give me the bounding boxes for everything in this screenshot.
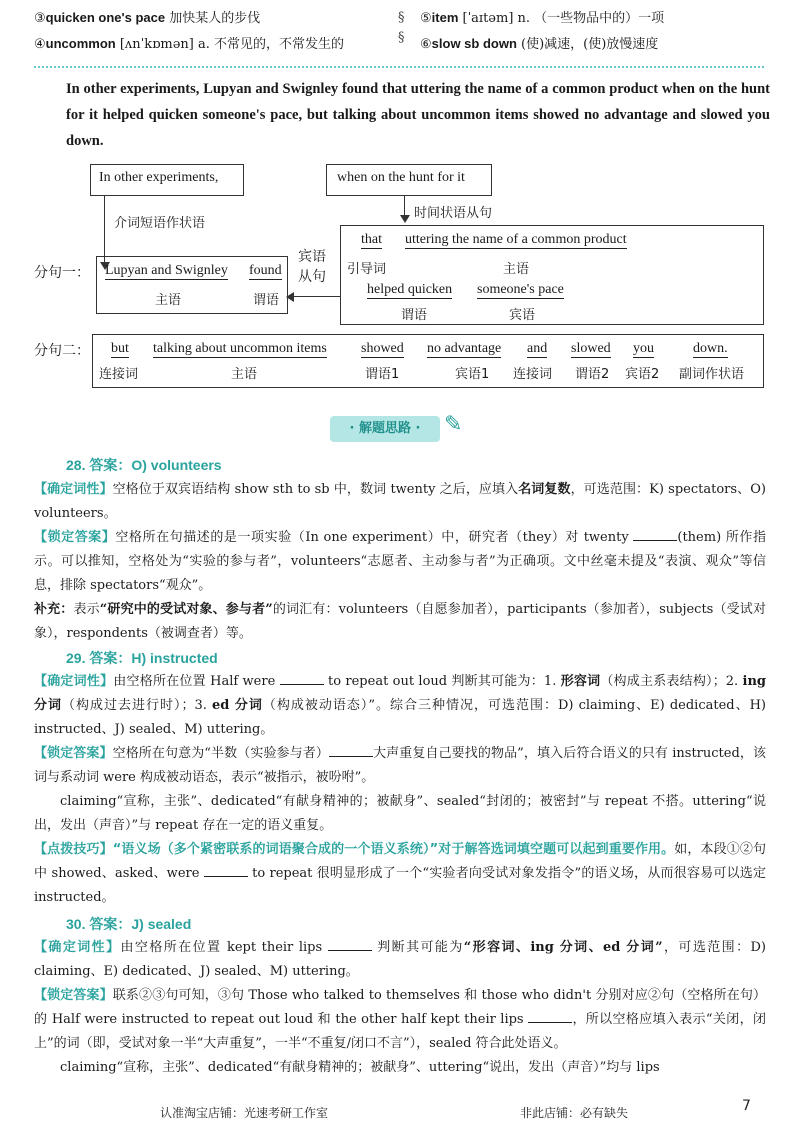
word-that: that: [361, 232, 382, 247]
label-prep-phrase: 介词短语作状语: [114, 216, 206, 231]
role-subject: 主语: [155, 293, 182, 308]
subject-text: Lupyan and Swignley: [105, 263, 228, 278]
box-object-clause: [340, 225, 764, 325]
role-helped: 谓语: [401, 308, 428, 323]
q29-para-4: 【点拨技巧】“语义场（多个紧密联系的词语聚合成的一个语义系统）”对于解答选词填空题可以起到重要作用。如，本段①②句中 showed、asked、were to repeat 很明显形成了一个“实验者向受试对象发指令”的语义场，从而很容易可以选定 instructed。: [34, 842, 766, 905]
c2-word: showed: [361, 341, 404, 356]
connector-line: [104, 195, 105, 265]
q30-para-3: claiming“宣称，主张”、dedicated“有献身精神的；被献身”、uttering“说出，发出（声音）”均与 lips: [60, 1060, 660, 1075]
word-uttering: uttering the name of a common product: [405, 232, 627, 247]
label-object-clause-2: 从句: [298, 269, 326, 285]
box-when-clause: when on the hunt for it: [326, 164, 492, 196]
arrow-left: [286, 292, 294, 302]
c2-word: down.: [693, 341, 728, 356]
pen-icon: ✎: [444, 412, 463, 437]
label-time-clause: 时间状语从句: [414, 206, 493, 221]
c2-role: 主语: [231, 367, 258, 382]
c2-role: 宾语1: [455, 367, 490, 382]
c2-word: you: [633, 341, 654, 356]
q28-para-1: 【确定词性】空格位于双宾语结构 show sth to sb 中，数词 twenty 之后，应填入名词复数，可选范围：K) spectators、O) volunteers。: [34, 482, 766, 521]
q29-para-1: 【确定词性】由空格所在位置 Half were to repeat out loud 判断其可能为：1. 形容词（构成主系表结构）；2. ing 分词（构成过去进行时）；3. ed 分词（构成被动语态）”。综合三种情况，可选范围：D) claiming、E) dedicated、H) instructed、J) sealed、M) uttering。: [34, 674, 766, 737]
box-in-other-experiments: In other experiments,: [90, 164, 244, 196]
q29-para-3: claiming“宣称，主张”、dedicated“有献身精神的；被献身”、sealed“封闭的；被密封”与 repeat 不搭。uttering“说出，发出（声音）”与 repeat 存在一定的语义重复。: [34, 794, 766, 833]
connector-line: [290, 296, 340, 297]
clause2-label: 分句二：: [34, 343, 90, 359]
c2-role: 副词作状语: [679, 367, 745, 382]
role-someone: 宾语: [509, 308, 536, 323]
footer-right: 非此店铺：必有缺失: [520, 1106, 629, 1120]
clause1-label: 分句一：: [34, 265, 90, 281]
c2-role: 连接词: [513, 367, 553, 382]
main-sentence: In other experiments, Lupyan and Swignley found that uttering the name of a common product when on the hunt for it helped quicken someone's pace, but talking about uncommon items showed no advantage and slowed you down.: [66, 81, 770, 149]
box-main-clause: [96, 256, 288, 314]
q29-para-2: 【锁定答案】空格所在句意为“半数（实验参与者） 大声重复自己要找的物品”，填入后符合语义的只有 instructed，该词与系动词 were 构成被动语态，表示“被指示，被吩咐”。: [34, 746, 766, 785]
q28-heading: 28. 答案：O) volunteers: [66, 457, 222, 473]
vocab-item-5: ⑤item [ˈaɪtəm] n. （一些物品中的）一项: [420, 10, 665, 26]
vocab-item-6: ⑥slow sb down (使)减速，(使)放慢速度: [420, 36, 659, 52]
vocab-item-3: ③quicken one's pace 加快某人的步伐: [34, 10, 261, 26]
box-clause-2: [92, 334, 764, 388]
c2-word: talking about uncommon items: [153, 341, 327, 356]
word-helped: helped quicken: [367, 282, 453, 297]
role-verb: 谓语: [253, 293, 280, 308]
c2-word: but: [111, 341, 129, 356]
c2-role: 谓语1: [365, 367, 400, 382]
footer-left: 认准淘宝店铺：光速考研工作室: [160, 1106, 329, 1120]
q30-para-1: 【确定词性】由空格所在位置 kept their lips 判断其可能为“形容词、ing 分词、ed 分词”，可选范围：D) claiming、E) dedicated、J) sealed、M) uttering。: [34, 940, 766, 979]
word-someone: someone's pace: [477, 282, 564, 297]
vocab-item-4: ④uncommon [ʌnˈkɒmən] a. 不常见的，不常发生的: [34, 36, 345, 52]
role-uttering: 主语: [503, 262, 530, 277]
q30-heading: 30. 答案：J) sealed: [66, 916, 192, 932]
q28-para-2: 【锁定答案】空格所在句描述的是一项实验（In one experiment）中，研究者（they）对 twenty (them) 所作指示。可以推知，空格处为“实验的参与者”，volunteers“志愿者、主动参与者”为正确项。文中丝毫未提及“表演、观众”等信息，排除 spectators“观众”。: [34, 530, 766, 593]
c2-role: 连接词: [99, 367, 139, 382]
page-number: 7: [742, 1098, 751, 1114]
divider-swirl: § §: [398, 10, 405, 45]
q29-heading: 29. 答案：H) instructed: [66, 650, 218, 666]
c2-role: 宾语2: [625, 367, 660, 382]
arrow-down: [400, 215, 410, 223]
c2-word: slowed: [571, 341, 611, 356]
label-object-clause-1: 宾语: [298, 249, 326, 265]
q30-para-2: 【锁定答案】联系②③句可知，③句 Those who talked to themselves 和 those who didn't 分别对应②句（空格所在句）的 Half were instructed to repeat out loud 和 the other half kept their lips ，所以空格应填入表示“关闭，闭上”的词（即，受试对象一半“大声重复”，一半“不重复/闭口不言”），sealed 符合此处语义。: [34, 988, 766, 1051]
section-title-pill: · 解题思路 ·: [330, 416, 440, 442]
dotted-divider: [34, 66, 764, 68]
c2-word: and: [527, 341, 548, 356]
connector-line: [404, 195, 405, 217]
role-that: 引导词: [347, 262, 387, 277]
q28-para-3: 补充：表示“研究中的受试对象、参与者”的词汇有：volunteers（自愿参加者），participants（参加者），subjects（受试对象），respondents（被调查者）等。: [34, 602, 766, 641]
verb-found: found: [249, 263, 282, 278]
c2-word: no advantage: [427, 341, 502, 356]
c2-role: 谓语2: [575, 367, 610, 382]
